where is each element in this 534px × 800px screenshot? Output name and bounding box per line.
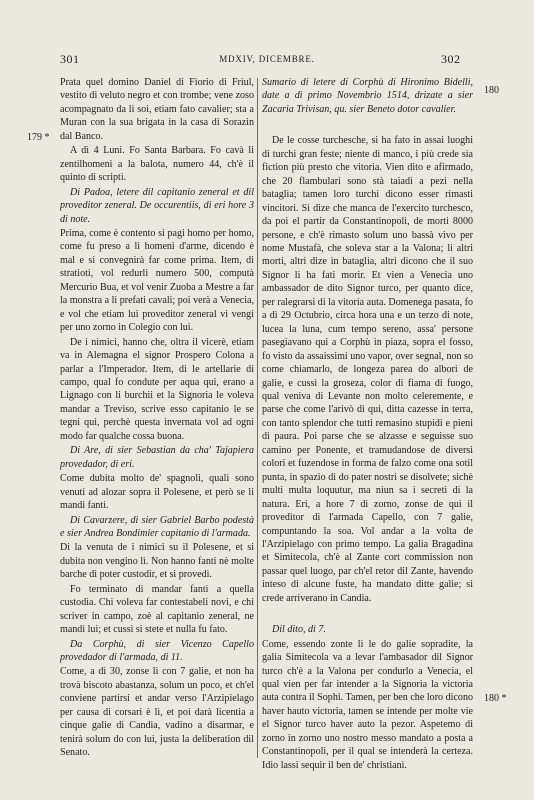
paragraph: De le cosse turchesche, si ha fato in assai luoghi di turchi gran feste; niente di manco, i più crede sia fiction più presto che vitoria. Vien dito e afirmado, che 20 flambulari sono stà taiadi a pezi nella bataglia; tamen loro turchi dicono esser rimasti vincitori. Si dize che manca de l'exercito turchesco, da poi el partir da Constantinopoli, de morti 8000 persone, e ch'è rimasto solum uno bassà vivo per nome Mustafà, che soleva star a la Valona; li altri morti, altri dize in bataglia, altri dicono che il suo Signor li ha fati morir. Et vien a Venecia uno ambassador de dito Signor turco, per quanto dice, per ralegrarsi di la vitoria auta. Domenega pasata, fo a dì 29 Octubrio, circa hora una e un terzo di note, lucea la luna, cum tempo sereno, assa' persone pasegiavano qui a Corphù in piaza, sopra el fosso, fo visto da assaissimi uno vapor, over segnal, non so come chiamarlo, de longeza parea do albori de galie, e cussì la groseza, color di fiama di fuogo, qual veniva di Levante non molto celeremente, e parse che come l'arivò di qui, ditta cazesse in terra, con tanto splendor che tutti remasino stupidi e pieni di paura. Poi parse che se alzasse e seguisse suo camino per Ponente, et tramudandose de diversi colori et fuzendose in forma de falzo come ona sotil punta, in spazio di do pater nostri se disolvete; sichè multi multa loquutur, ma niun sa i secreti di la natura. Eri, a hore 7 di zorno, zonse de qui il proveditor di l'armada Capello, con 7 galie, compuntando la soa. Vol andar a la volta de l'Arzipielago con primo tempo. La galia Bragadina et Simitecola, ch'è al Zante cort commission non passar quel luogo, par ch'el retor dil Zante, havendo inteso di alcune fuste, ha mandato ditte galie; si crede arriverano in Candia. bbox=[262, 135, 473, 604]
left-column bbox=[60, 76, 254, 796]
right-column bbox=[262, 76, 473, 796]
letter-heading: Da Corphù, di sier Vicenzo Capello provedador di l'armada, di 11. bbox=[60, 638, 254, 664]
paragraph: De i nimici, hanno che, oltra il vicerè, etiam va in Alemagna el signor Prospero Colona a parlar a l'Imperador. Item, di le artellarie di campo, qual fo condute per aqua qui, erano a Lignago con li burchii et la Signoria le voleva mandar a Treviso, scrive esso capitanio le se tegni qui, perchè questa invernata vol ad ogni modo far qualche cossa buona. bbox=[60, 336, 254, 442]
letter-heading: Di Are, di sier Sebastian da cha' Tajapiera provedador, di eri. bbox=[60, 445, 254, 470]
paragraph: A dì 4 Luni. Fo Santa Barbara. Fo cavà li zentilhomeni a la balota, numero 44, ch'è il quinto di scripti. bbox=[60, 145, 254, 184]
letter-heading: Di Padoa, letere dil capitanio zeneral et dil proveditor zeneral. De occurentiis, di eri hore 3 di note. bbox=[60, 186, 254, 225]
running-title: MDXIV, DICEMBRE. bbox=[219, 54, 315, 64]
paragraph: Come, a dì 30, zonse lì con 7 galie, et non ha trovà biscoto abastanza, solum un poco, et ch'el conviene partirsi et andar verso l'Arzipielago per causa di corsari è lì, et poi darà licentia a cinque galie di Candia, vadino a disarmar, e tenirà solum do con lui, justa la deliberation dil Senato. bbox=[60, 666, 254, 759]
paragraph: Prima, come è contento si pagi homo per homo, come fu preso a li homeni d'arme, dicendo è mal e si convegnirà far come prima. Item, di stratioti, vol redurli numero 500, computà Mercurio Bua, et vol venir Zuoba a Mestre a far la monstra a li prefati cavali; poi verà a Venecia, e vol che etiam lui proveditor zeneral vi vengi per uno zorno in Colegio con lui. bbox=[60, 227, 254, 334]
paragraph: Come dubita molto de' spagnoli, quali sono venuti ad alozar sopra il Polesene, et però se li mandi fanti. bbox=[60, 473, 254, 512]
margin-note-180-star: 180 * bbox=[484, 693, 507, 704]
margin-note-179: 179 * bbox=[27, 132, 50, 143]
column-divider bbox=[257, 78, 258, 758]
left-page-number: 301 bbox=[60, 52, 80, 66]
letter-heading: Di Cavarzere, di sier Gabriel Barbo podestà e sier Andrea Bondimier capitanio di l'armada. bbox=[60, 514, 254, 539]
right-page-number: 302 bbox=[441, 52, 461, 66]
margin-note-180: 180 bbox=[484, 85, 499, 96]
paragraph: Di la venuta de i nimici su il Polesene, et si dubita non vengino lì. Non hanno fanti nè molte barche di poter custodir, et si provedi. bbox=[60, 542, 254, 581]
summary-heading: Sumario di letere di Corphù di Hironimo Bidelli, date a dì primo Novembrio 1514, drizate a sier Zacaria Trivisan, qu. sier Beneto dotor cavalier. bbox=[262, 77, 473, 115]
paragraph: Prata quel domino Daniel di Fiorio di Friul, vestito di veluto negro et con trombe; vene zoso acompagnato da li soi, etiam fato cavalier; sta a Muran con la sua brigata in la casa di Sorazin dal Banco. bbox=[60, 77, 254, 142]
paragraph: Come, essendo zonte lì le do galie sopradite, la galia Simitecola va a levar l'ambasador dil Signor turco ch'è a la Valona per condurlo a Venecia, el qual vien per far intender a la Signoria la victoria auta contra il Sophi. Tamen, per ben che loro dicono haver hauto victoria, tamen se intende per molte vie el Signor turco haver auto la pezor. Aspetemo di zorno in zorno uno nostro messo mandato a posta a Constantinopoli, per il qual se intenderà la certeza. Idio lassi sequir il ben de' christiani. bbox=[262, 638, 473, 771]
paragraph: Fo terminato di mandar fanti a quella custodia. Chi voleva far contestabeli novi, e chi scriver in campo, zoè al capitanio zeneral, ne mandi lui; et cussì si stete et nulla fu fato. bbox=[60, 583, 254, 636]
letter-heading: Dil dito, di 7. bbox=[272, 624, 326, 636]
